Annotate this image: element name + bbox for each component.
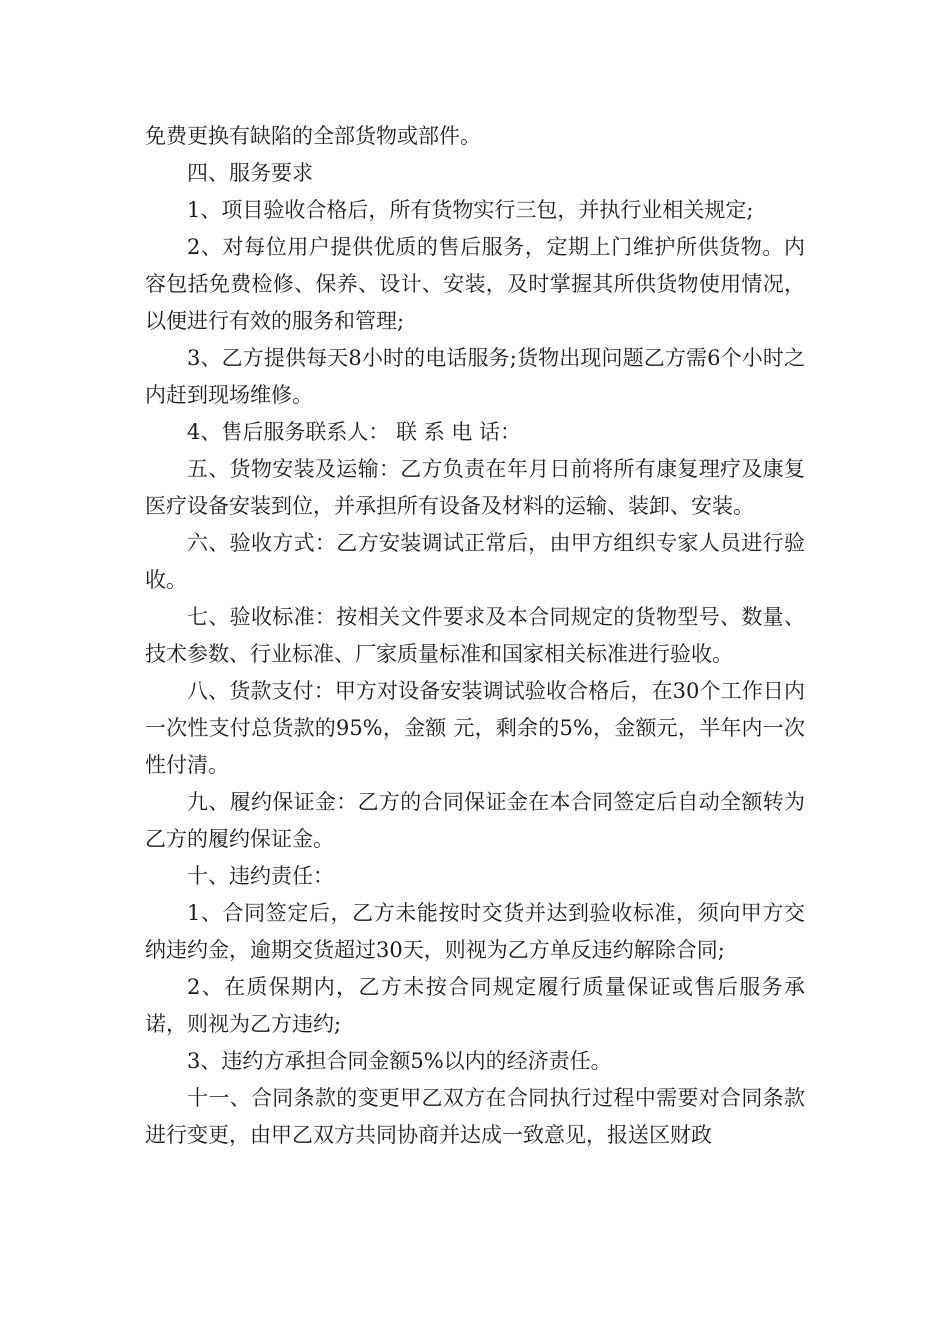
paragraph-service-3: 3、乙方提供每天8小时的电话服务;货物出现问题乙方需6个小时之内赶到现场维修。 bbox=[145, 346, 805, 407]
paragraph-breach-3: 3、违约方承担合同金额5%以内的经济责任。 bbox=[187, 1049, 612, 1073]
paragraph-breach-2: 2、在质保期内，乙方未按合同规定履行质量保证或售后服务承诺，则视为乙方违约; bbox=[145, 975, 805, 1036]
paragraph-payment: 八、货款支付：甲方对设备安装调试验收合格后，在30个工作日内一次性支付总货款的95%，金额 元，剩余的5%，金额元，半年内一次性付清。 bbox=[145, 679, 805, 777]
paragraph-acceptance-standard: 七、验收标准：按相关文件要求及本合同规定的货物型号、数量、技术参数、行业标准、厂家质量标准和国家相关标准进行验收。 bbox=[145, 605, 805, 666]
paragraph-contract-change: 十一、合同条款的变更甲乙双方在合同执行过程中需要对合同条款进行变更，由甲乙双方共同协商并达成一致意见，报送区财政 bbox=[145, 1086, 805, 1147]
paragraph-service-1: 1、项目验收合格后，所有货物实行三包，并执行业相关规定; bbox=[187, 198, 754, 222]
paragraph-service-4: 4、售后服务联系人： 联 系 电 话： bbox=[187, 420, 522, 444]
heading-service-requirements: 四、服务要求 bbox=[187, 161, 313, 185]
paragraph-acceptance-method: 六、验收方式：乙方安装调试正常后，由甲方组织专家人员进行验收。 bbox=[145, 531, 805, 592]
paragraph-continuation: 免费更换有缺陷的全部货物或部件。 bbox=[145, 124, 481, 148]
paragraph-breach-1: 1、合同签定后，乙方未能按时交货并达到验收标准，须向甲方交纳违约金，逾期交货超过30天，则视为乙方单反违约解除合同; bbox=[145, 901, 805, 962]
paragraph-installation: 五、货物安装及运输：乙方负责在年月日前将所有康复理疗及康复医疗设备安装到位，并承担所有设备及材料的运输、装卸、安装。 bbox=[145, 457, 805, 518]
document-body bbox=[145, 118, 805, 1154]
heading-breach-liability: 十、违约责任： bbox=[187, 864, 334, 888]
paragraph-performance-bond: 九、履约保证金：乙方的合同保证金在本合同签定后自动全额转为乙方的履约保证金。 bbox=[145, 790, 805, 851]
paragraph-service-2: 2、对每位用户提供优质的售后服务，定期上门维护所供货物。内容包括免费检修、保养、设计、安装，及时掌握其所供货物使用情况，以便进行有效的服务和管理; bbox=[145, 235, 805, 333]
